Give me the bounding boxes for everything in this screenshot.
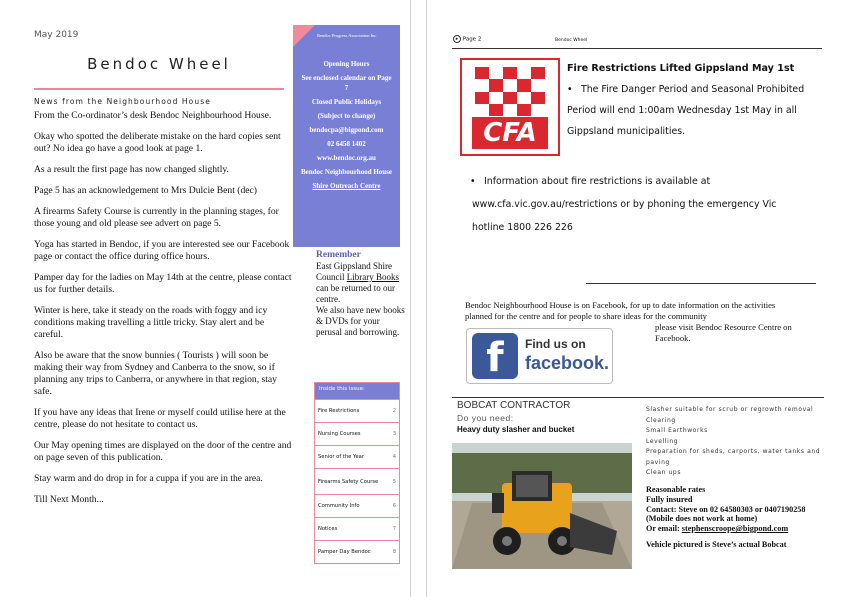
facebook-badge[interactable] (466, 328, 613, 384)
table-of-contents (314, 382, 400, 564)
toc-item[interactable] (315, 540, 399, 563)
letter-paragraph: Winter is here, take it steady on the roads with foggy and icy conditions making travelling a little tricky. Stay alert and be careful. (34, 305, 268, 340)
outreach-centre-link[interactable]: Shire Outreach Centre (312, 182, 381, 190)
remember-title: Remember (316, 250, 361, 260)
service-item: Slasher suitable for scrub or regrowth removal (646, 406, 814, 413)
bobcat-rule (452, 397, 824, 398)
letter-paragraph: Also be aware that the snow bunnies ( Tourists ) will soon be making their way from Sydney and Canberra to the snow, so if planning any trips to Canberra, or anywhere in that region, stay safe. (34, 350, 277, 397)
facebook-notice-text2: please visit Bendoc Resource Centre on Facebook. (655, 322, 792, 343)
email-line (646, 524, 826, 534)
sidebar-phone: 02 6458 1402 (327, 140, 366, 148)
fire-restrictions-article (567, 58, 821, 142)
header-rule (452, 48, 822, 49)
fire-body (567, 79, 821, 142)
library-books-link[interactable]: Library Books (346, 272, 399, 282)
toc-item-page: 4 (392, 454, 396, 460)
bobcat-question: Do you need: (457, 413, 514, 423)
issue-date: May 2019 (34, 30, 79, 40)
facebook-icon: f (472, 333, 518, 379)
toc-item-page: 3 (392, 431, 396, 437)
letter-paragraph: If you have any ideas that Irene or myself could utilise here at the centre, please do not hesitate to contact us. (34, 407, 286, 430)
letter-paragraph: Pamper day for the ladies on May 14th at the centre, please contact us for further details. (34, 272, 292, 295)
bobcat-title: BOBCAT CONTRACTOR (457, 400, 571, 411)
fire-body-text: The Fire Danger Period and Seasonal Prohibited Period will end 1:00am Wednesday 1st May in all Gippsland municipalities. (567, 84, 805, 137)
bobcat-services (646, 405, 826, 479)
toc-item[interactable] (315, 468, 399, 494)
toc-item[interactable] (315, 399, 399, 422)
letter-paragraph: From the Co-ordinator’s desk Bendoc Neighbourhood House. (34, 110, 272, 121)
letter-paragraph: Page 5 has an acknowledgement to Mrs Dulcie Bent (dec) (34, 185, 257, 196)
subject-to-change: (Subject to change) (317, 112, 376, 120)
cfa-logo (460, 58, 560, 156)
fire-info (452, 170, 822, 239)
bobcat-contact (646, 485, 826, 550)
info-line (452, 170, 822, 193)
page-gutter (410, 0, 427, 597)
service-item: Levelling (646, 437, 679, 445)
masthead-title: Bendoc Wheel (87, 55, 231, 73)
remember-line: We also have new books & DVDs for your perusal and borrowing. (316, 305, 405, 337)
sidebar-website[interactable]: www.bendoc.org.au (317, 154, 376, 162)
toc-item[interactable] (315, 445, 399, 468)
sidebar-email[interactable]: bendocpa@bigpond.com (309, 126, 384, 134)
info-url-line[interactable]: www.cfa.vic.gov.au/restrictions or by phoning the emergency Vic (472, 199, 777, 210)
masthead-subhead: News from the Neighbourhood House (34, 97, 211, 106)
running-header-title: Bendoc Wheel (555, 38, 588, 43)
letter-paragraph: Okay who spotted the deliberate mistake on the hard copies sent out? No idea go have a good look at page 1. (34, 131, 281, 154)
see-calendar: See enclosed calendar on Page 7 (301, 74, 392, 92)
toc-item-label: Notices (318, 526, 338, 532)
service-item: Small Earthworks (646, 427, 708, 434)
cfa-logo-text: CFA (472, 117, 548, 149)
letter-paragraph: Stay warm and do drop in for a cuppa if you are in the area. (34, 473, 263, 484)
toc-item[interactable] (315, 422, 399, 445)
bobcat-service: Heavy duty slasher and bucket (457, 425, 575, 434)
service-item: Clearing (646, 416, 676, 424)
facebook-wordmark: facebook. (525, 353, 610, 373)
info-sidebar (293, 25, 400, 247)
vehicle-note: Vehicle pictured is Steve’s actual Bobcat (646, 539, 787, 549)
page-label: Page 2 (462, 36, 482, 43)
toc-item-label: Pamper Day Bendoc (318, 549, 371, 555)
facebook-find-label: Find us on (525, 337, 586, 351)
toc-item-label: Firearms Safety Course (318, 478, 379, 485)
letter-paragraph: Yoga has started in Bendoc, if you are interested see our Facebook page or contact the office during office hours. (34, 239, 290, 262)
insured-line: Fully insured (646, 494, 693, 504)
info-hotline: hotline 1800 226 226 (472, 222, 573, 233)
coordinator-letter (34, 110, 292, 515)
email-label: Or email: (646, 524, 682, 534)
remember-line: East Gippsland Shire Council (316, 261, 392, 282)
fire-title: Fire Restrictions Lifted Gippsland May 1st (567, 63, 795, 74)
sidebar-corner (293, 25, 315, 47)
facebook-notice-text: Bendoc Neighbourhood House is on Facebook, for up to date information on the activities planned for the centre and for people to share ideas for the community (465, 300, 776, 321)
toc-item-page: 7 (392, 526, 396, 532)
letter-paragraph: As a result the first page has now changed slightly. (34, 164, 229, 175)
service-item: Preparation for sheds, carports, water tanks and paving (646, 448, 821, 466)
opening-hours-heading: Opening Hours (323, 60, 370, 68)
contact-email-link[interactable]: stephenscroope@bigpond.com (681, 524, 789, 534)
letter-paragraph: Till Next Month... (34, 494, 104, 505)
toc-item-page: 6 (392, 503, 396, 509)
masthead-rule (34, 88, 284, 90)
association-name: Bendoc Progress Association Inc (317, 33, 377, 38)
page-number (453, 35, 481, 43)
rates-line: Reasonable rates (646, 485, 706, 494)
letter-paragraph: A firearms Safety Course is currently in the planning stages, for those young and old please see advert on page 5. (34, 206, 279, 229)
bullet-icon: • (567, 84, 573, 95)
service-item: Clean ups (646, 469, 682, 476)
remember-note (316, 250, 406, 338)
toc-item-label: Fire Restrictions (318, 408, 360, 414)
toc-item-page: 8 (392, 549, 396, 555)
bobcat-illustration (452, 443, 632, 569)
bullet-icon: • (470, 176, 476, 187)
toc-item[interactable] (315, 494, 399, 517)
remember-line: can be returned to our centre. (316, 283, 395, 304)
contact-line: Contact: Steve on 02 64580303 or 0407190258 (Mobile does not work at home) (646, 504, 806, 524)
toc-item-page: 5 (392, 478, 396, 485)
toc-item-page: 2 (392, 408, 396, 414)
closed-holidays: Closed Public Holidays (311, 98, 382, 106)
letter-paragraph: Our May opening times are displayed on the door of the centre and on page seven of this publication. (34, 440, 292, 463)
toc-item-label: Community Info (318, 503, 360, 509)
toc-item[interactable] (315, 517, 399, 540)
neighbourhood-house: Bendoc Neighbourhood House (300, 168, 393, 176)
cfa-checker-pattern (475, 67, 545, 116)
bobcat-photo (452, 443, 632, 569)
section-rule (586, 283, 816, 284)
toc-item-label: Nursing Courses (318, 431, 361, 437)
info-line-text: Information about fire restrictions is available at (484, 176, 711, 187)
page-circle-icon: ▸ (453, 35, 461, 43)
toc-item-label: Senior of the Year (318, 454, 364, 460)
toc-title: Inside this issue: (315, 383, 399, 399)
